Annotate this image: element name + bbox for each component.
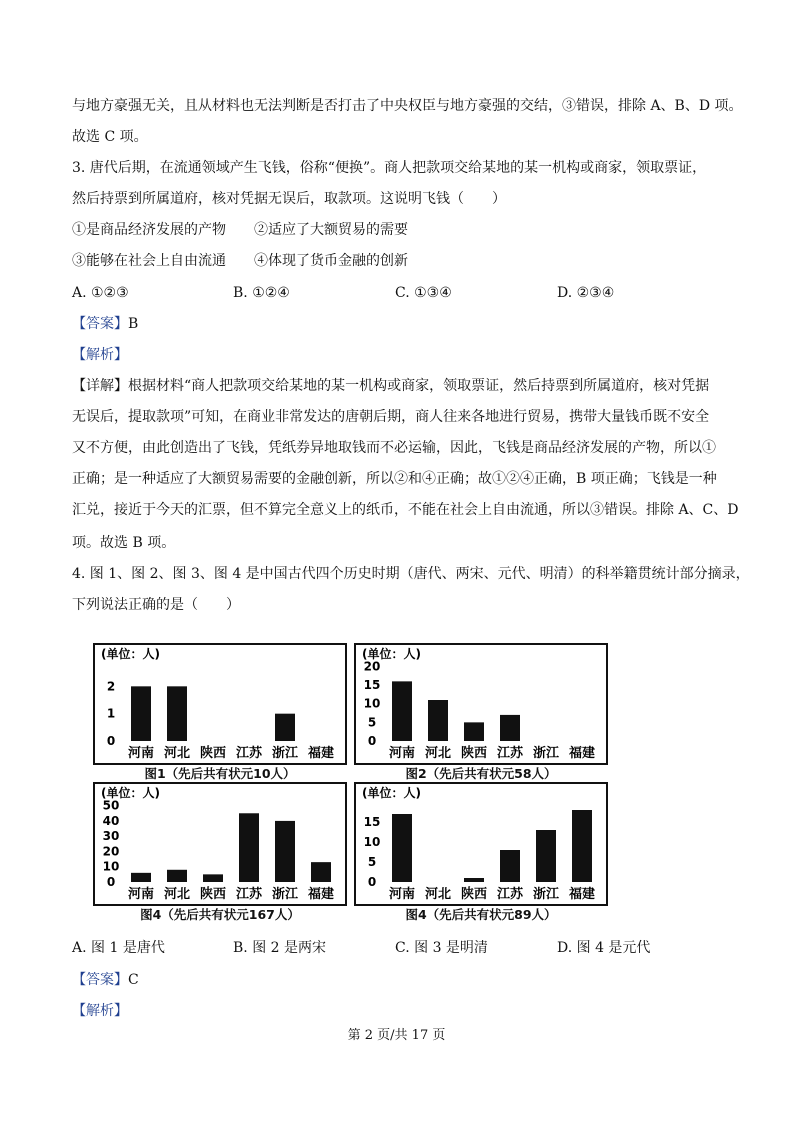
q3-detail-line: 汇兑，接近于今天的汇票，但不算完全意义上的纸币，不能在社会上自由流通，所以③错误。排除 A、C、D [72,502,739,518]
bar [239,813,259,882]
x-tick-label: 浙江 [532,887,560,902]
q3-option-d: D. ②③④ [557,285,615,301]
x-tick-label: 陕西 [460,887,488,902]
q3-analysis-tag: 【解析】 [72,347,128,363]
chart-figure-3 [93,782,347,906]
bar [131,873,151,882]
x-tick-label: 浙江 [271,746,299,761]
bar [500,850,520,882]
q3-detail-line: 又不方便，由此创造出了飞钱，凭纸券异地取钱而不必运输，因此，飞钱是商品经济发展的产物，所以① [72,440,716,456]
x-tick-label: 福建 [307,887,335,902]
bar [203,874,223,882]
bar [392,681,412,741]
chart-2-svg [356,645,606,763]
y-tick-label: 40 [102,813,120,828]
x-tick-label: 河南 [127,887,155,902]
q4-option-c: C. 图 3 是明清 [395,940,488,956]
x-tick-label: 河北 [163,746,191,761]
q4-option-b: B. 图 2 是两宋 [233,940,326,956]
chart-figure-4 [354,782,608,906]
q4-option-d: D. 图 4 是元代 [557,940,651,956]
x-tick-label: 江苏 [235,887,263,902]
x-tick-label: 福建 [568,887,596,902]
bar [464,878,484,882]
x-tick-label: 江苏 [235,746,263,761]
bar [131,686,151,741]
question-3-stem: 然后持票到所属道府，核对凭据无误后，取款项。这说明飞钱（ ） [72,191,506,207]
y-tick-label: 10 [363,835,381,849]
bar [311,862,331,882]
y-tick-label: 10 [363,696,381,711]
bar [464,722,484,741]
x-tick-label: 河南 [388,887,416,902]
q3-option-a: A. ①②③ [72,285,129,301]
y-tick-label: 15 [363,815,381,829]
bar [167,686,187,741]
y-tick-label: 15 [363,678,381,693]
answer-tag: 【答案】 [72,972,128,988]
q3-detail-line: 无误后，提取款项”可知，在商业非常发达的唐朝后期，商人往来各地进行贸易，携带大量钱币既不安全 [72,409,710,425]
answer-value: C [128,972,139,988]
chart-figure-2 [354,643,608,765]
y-tick-label: 20 [102,844,120,859]
q4-option-a: A. 图 1 是唐代 [72,940,165,956]
x-tick-label: 河南 [127,746,155,761]
bar [275,821,295,882]
page-footer: 第 2 页/共 17 页 [347,1028,446,1043]
x-tick-label: 陕西 [460,746,488,761]
y-tick-label: 50 [102,798,120,813]
bar [275,714,295,741]
q3-detail-line: 正确；是一种适应了大额贸易需要的金融创新，所以②和④正确；故①②④正确，B 项正确；飞钱是一种 [72,471,717,487]
chart-figure-1 [93,643,347,765]
answer-value: B [128,316,139,332]
question-3-stem: 3. 唐代后期，在流通领域产生飞钱，俗称“便换”。商人把款项交给某地的某一机构或商家，领取票证， [72,160,707,176]
question-4-stem: 下列说法正确的是（ ） [72,597,240,613]
y-tick-label: 0 [367,734,377,748]
y-tick-label: 5 [367,855,377,869]
q3-detail-line: 【详解】根据材料“商人把款项交给某地的某一机构或商家，领取票证，然后持票到所属道府，核对凭据 [72,378,710,394]
y-tick-label: 30 [102,829,120,844]
x-tick-label: 福建 [568,746,596,761]
chart-1-caption: 图1（先后共有状元10人） [144,766,296,781]
chart-4-caption: 图4（先后共有状元89人） [405,907,557,922]
paragraph-line: 与地方豪强无关，且从材料也无法判断是否打击了中央权臣与地方豪强的交结，③错误，排除 A、B、D 项。 [72,98,743,114]
x-tick-label: 浙江 [532,746,560,761]
x-tick-label: 江苏 [496,887,524,902]
x-tick-label: 河北 [424,887,452,902]
chart-unit-label: (单位：人) [362,786,421,800]
bar [428,700,448,741]
q3-option-b: B. ①②④ [233,285,290,301]
q3-answer [72,314,138,334]
chart-unit-label: (单位：人) [362,647,421,661]
question-3-statements: ①是商品经济发展的产物 ②适应了大额贸易的需要 [72,222,408,238]
y-tick-label: 0 [367,875,377,889]
y-tick-label: 2 [106,679,116,694]
bar [572,810,592,882]
x-tick-label: 陕西 [199,746,227,761]
bar [167,870,187,882]
bar [500,715,520,741]
q4-answer [72,970,139,990]
q3-option-c: C. ①③④ [395,285,452,301]
x-tick-label: 福建 [307,746,335,761]
paragraph-line: 故选 C 项。 [72,129,148,145]
bar [536,830,556,882]
y-tick-label: 1 [106,706,116,721]
y-tick-label: 0 [106,875,116,889]
chart-2-caption: 图2（先后共有状元58人） [405,766,557,781]
x-tick-label: 河北 [163,887,191,902]
chart-3-svg [95,784,345,904]
chart-unit-label: (单位：人) [101,786,160,800]
x-tick-label: 浙江 [271,887,299,902]
y-tick-label: 10 [102,859,120,874]
chart-3-caption: 图4（先后共有状元167人） [140,907,300,922]
y-tick-label: 0 [106,734,116,748]
chart-4-svg [356,784,606,904]
y-tick-label: 5 [367,715,377,730]
q4-analysis-tag: 【解析】 [72,1003,128,1019]
chart-1-svg [95,645,345,763]
q3-detail-line: 项。故选 B 项。 [72,535,176,551]
answer-tag: 【答案】 [72,316,128,332]
x-tick-label: 河北 [424,746,452,761]
question-3-statements: ③能够在社会上自由流通 ④体现了货币金融的创新 [72,253,408,269]
y-tick-label: 20 [363,659,381,674]
bar [392,814,412,882]
question-4-stem: 4. 图 1、图 2、图 3、图 4 是中国古代四个历史时期（唐代、两宋、元代、明清）的科举籍贯统计部分摘录， [72,566,750,582]
chart-unit-label: (单位：人) [101,647,160,661]
x-tick-label: 河南 [388,746,416,761]
x-tick-label: 江苏 [496,746,524,761]
x-tick-label: 陕西 [199,887,227,902]
